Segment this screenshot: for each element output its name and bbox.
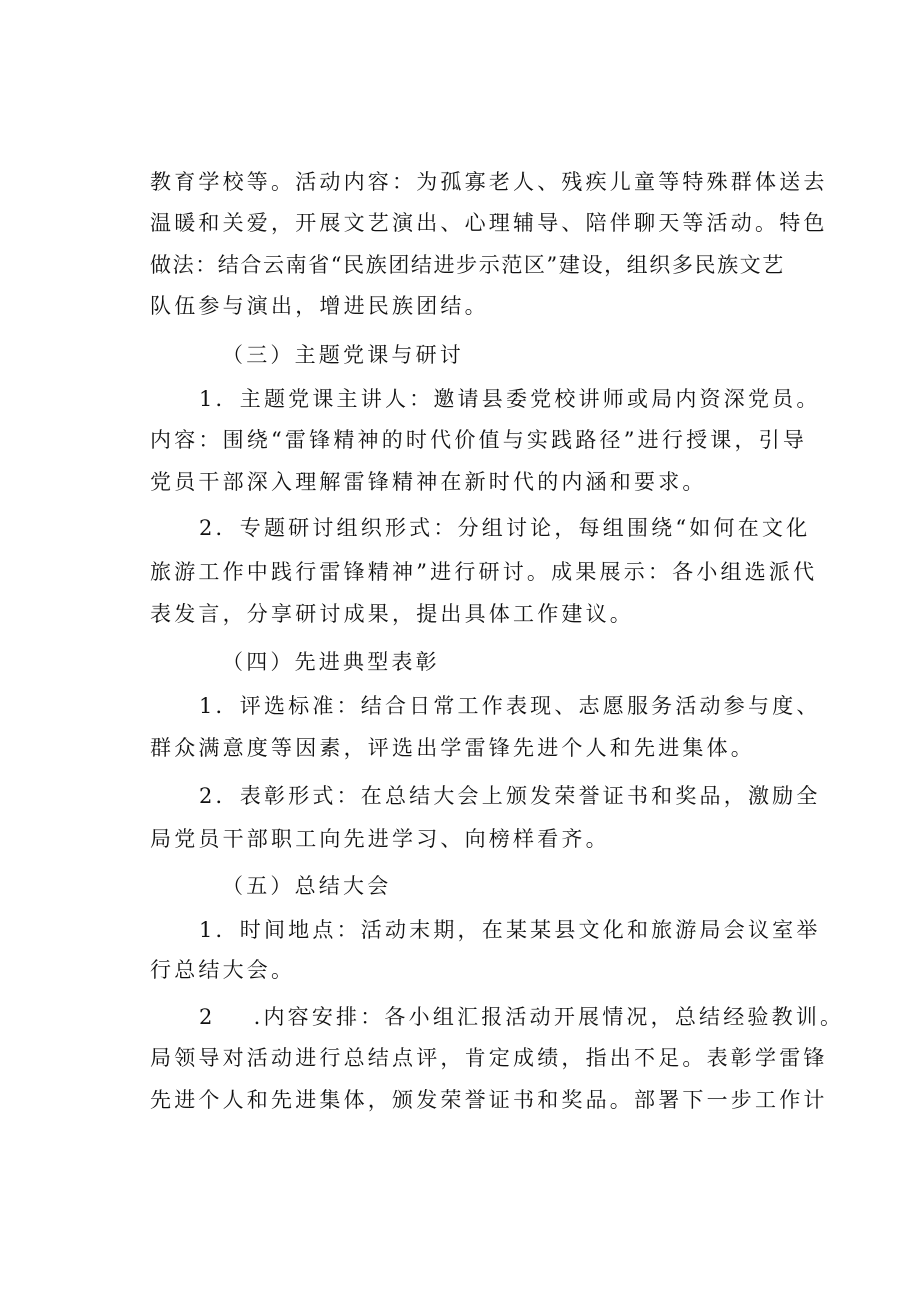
body-text-line: 1．主题党课主讲人：邀请县委党校讲师或局内资深党员。	[199, 387, 821, 411]
body-text-line: 做法：结合云南省“民族团结进步示范区”建设，组织多民族文艺	[150, 253, 785, 277]
body-text-line: 内容：围绕“雷锋精神的时代价值与实践路径”进行授课，引导	[150, 428, 808, 452]
body-text-line: 先进个人和先进集体，颁发荣誉证书和奖品。部署下一步工作计	[150, 1088, 828, 1112]
list-number: 2	[199, 1005, 216, 1029]
body-text-line: 表发言，分享研讨成果，提出具体工作建议。	[150, 602, 634, 626]
body-text-line: 队伍参与演出，增进民族团结。	[150, 294, 489, 318]
body-text-line: 行总结大会。	[150, 958, 296, 982]
body-text-line: 温暖和关爱，开展文艺演出、心理辅导、陪伴聊天等活动。特色	[150, 211, 828, 235]
body-text-line: 局领导对活动进行总结点评，肯定成绩，指出不足。表彰学雷锋	[150, 1046, 828, 1070]
section-heading-5: （五）总结大会	[222, 874, 392, 898]
body-text-line: 群众满意度等因素，评选出学雷锋先进个人和先进集体。	[150, 736, 755, 760]
body-text-line: 2．专题研讨组织形式：分组讨论，每组围绕“如何在文化	[199, 516, 811, 540]
list-item-text: .内容安排：各小组汇报活动开展情况，总结经验教训。	[253, 1005, 845, 1029]
body-text-line: 1．时间地点：活动末期，在某某县文化和旅游局会议室举	[199, 918, 821, 942]
body-text-line: 1．评选标准：结合日常工作表现、志愿服务活动参与度、	[199, 694, 821, 718]
body-text-line: 教育学校等。活动内容：为孤寡老人、残疾儿童等特殊群体送去	[150, 170, 828, 194]
body-text-line: 2．表彰形式：在总结大会上颁发荣誉证书和奖品，激励全	[199, 784, 821, 808]
section-heading-4: （四）先进典型表彰	[222, 650, 440, 674]
body-text-line: 旅游工作中践行雷锋精神”进行研讨。成果展示：各小组选派代	[150, 560, 818, 584]
section-heading-3: （三）主题党课与研讨	[222, 343, 464, 367]
body-text-line: 局党员干部职工向先进学习、向榜样看齐。	[150, 827, 610, 851]
body-text-line: 党员干部深入理解雷锋精神在新时代的内涵和要求。	[150, 470, 707, 494]
body-text-line	[199, 997, 859, 1037]
